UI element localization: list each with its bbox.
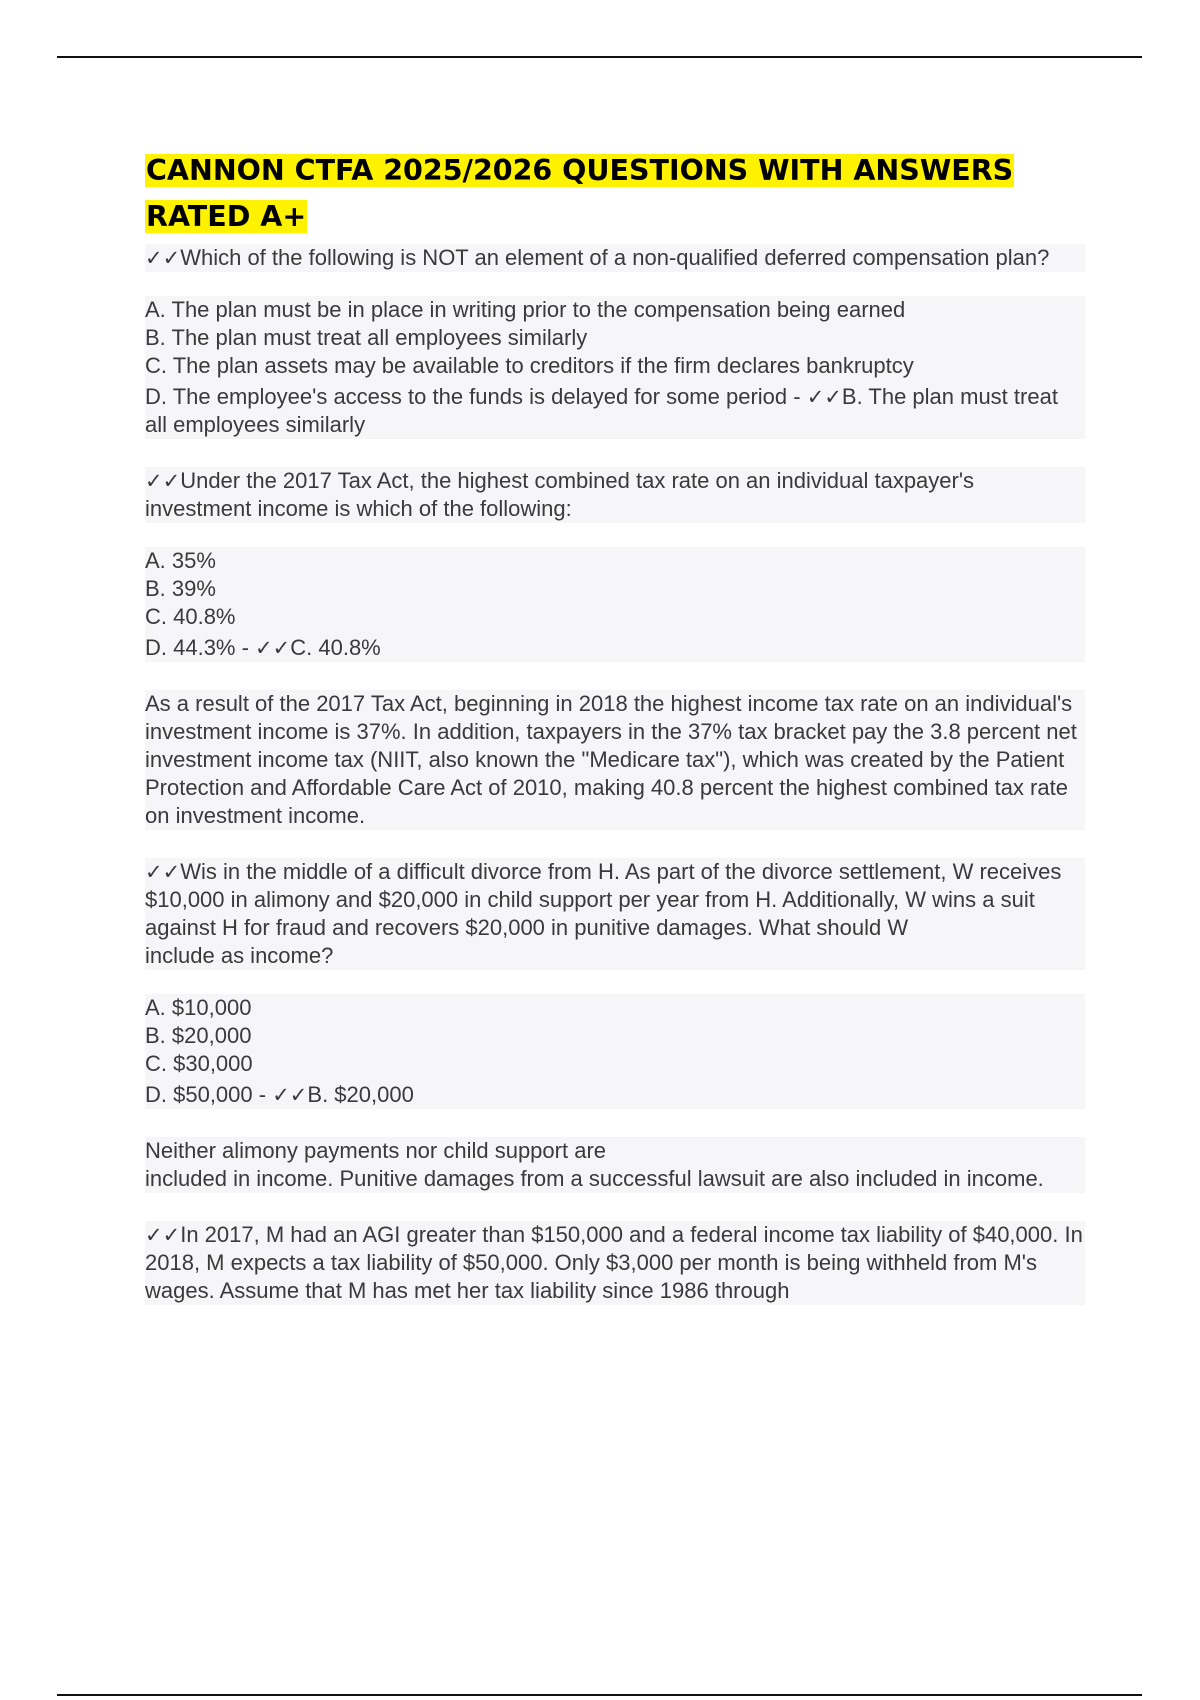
check-icon: ✓✓ <box>145 860 181 884</box>
question-4-text <box>145 1221 1085 1305</box>
option-b: B. $20,000 <box>145 1023 252 1048</box>
option-a: A. 35% <box>145 548 216 573</box>
answer: B. The plan must treat all employees similarly <box>145 384 1058 437</box>
answer: C. 40.8% <box>290 635 381 660</box>
check-icon: ✓✓ <box>145 1223 181 1247</box>
option-c: C. $30,000 <box>145 1051 253 1076</box>
option-d-with-answer <box>145 383 1085 439</box>
document-title <box>145 148 1085 240</box>
top-rule <box>57 56 1142 58</box>
check-icon: ✓✓ <box>255 636 291 660</box>
option-d: D. $50,000 - <box>145 1082 273 1107</box>
question-2-options <box>145 547 1085 662</box>
question-2-text <box>145 467 1085 523</box>
check-icon: ✓✓ <box>272 1083 308 1107</box>
question-3-explanation <box>145 1137 1085 1193</box>
option-d-with-answer <box>145 634 1085 662</box>
question-1-text <box>145 244 1085 272</box>
bottom-rule <box>57 1694 1142 1696</box>
question-4-stem: In 2017, M had an AGI greater than $150,000 and a federal income tax liability of $40,000. In 2018, M expects a tax liability of $50,000. Only $3,000 per month is being withheld from M's wages. Assume that M has met her tax liability since 1986 through <box>145 1222 1083 1303</box>
question-3-stem-line1: Wis in the middle of a difficult divorce from H. As part of the divorce settlement, W receives $10,000 in alimony and $20,000 in child support per year from H. Additionally, W wins a suit against H for fraud and recovers $20,000 in punitive damages. What should W <box>145 859 1062 940</box>
question-4 <box>145 1221 1085 1305</box>
question-1 <box>145 244 1085 439</box>
answer: B. $20,000 <box>307 1082 414 1107</box>
question-1-stem: Which of the following is NOT an element of a non-qualified deferred compensation plan? <box>180 245 1050 270</box>
title-highlight: CANNON CTFA 2025/2026 QUESTIONS WITH ANSWERS RATED A+ <box>146 154 1014 233</box>
option-d: D. The employee's access to the funds is delayed for some period - <box>145 384 807 409</box>
question-2 <box>145 467 1085 830</box>
check-icon: ✓✓ <box>145 246 181 270</box>
option-b: B. The plan must treat all employees similarly <box>145 325 588 350</box>
question-3-options <box>145 994 1085 1109</box>
check-icon: ✓✓ <box>145 469 181 493</box>
option-c: C. 40.8% <box>145 604 236 629</box>
question-1-options <box>145 296 1085 439</box>
option-d: D. 44.3% - <box>145 635 256 660</box>
question-2-explanation: As a result of the 2017 Tax Act, beginning in 2018 the highest income tax rate on an individual's investment income is 37%. In addition, taxpayers in the 37% tax bracket pay the 3.8 percent net investment income tax (NIIT, also known the "Medicare tax"), which was created by the Patient Protection and Affordable Care Act of 2010, making 40.8 percent the highest combined tax rate on investment income. <box>145 690 1085 830</box>
option-b: B. 39% <box>145 576 216 601</box>
question-3-stem-line2: include as income? <box>145 943 334 968</box>
check-icon: ✓✓ <box>806 385 842 409</box>
question-2-stem: Under the 2017 Tax Act, the highest combined tax rate on an individual taxpayer's investment income is which of the following: <box>145 468 975 521</box>
question-3 <box>145 858 1085 1193</box>
option-c: C. The plan assets may be available to creditors if the firm declares bankruptcy <box>145 353 914 378</box>
explanation-line1: Neither alimony payments nor child support are <box>145 1138 607 1163</box>
option-a: A. The plan must be in place in writing prior to the compensation being earned <box>145 297 906 322</box>
document-body <box>145 148 1085 1305</box>
explanation-line2: included in income. Punitive damages from a successful lawsuit are also included in income. <box>145 1166 1044 1191</box>
question-3-text <box>145 858 1085 970</box>
option-d-with-answer <box>145 1081 1085 1109</box>
option-a: A. $10,000 <box>145 995 252 1020</box>
